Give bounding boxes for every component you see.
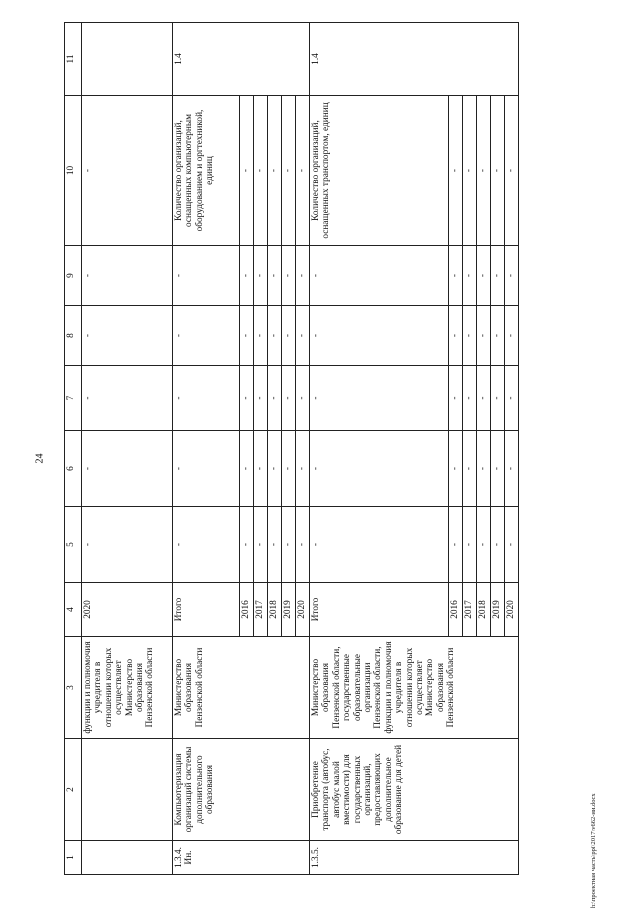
measure-id: 1.3.4. Ин.: [173, 841, 310, 875]
value-cell: -: [449, 246, 463, 306]
value-cell: -: [477, 431, 491, 507]
value-cell: -: [82, 431, 173, 507]
value-cell: -: [296, 306, 310, 366]
year-cell: 2020: [296, 583, 310, 637]
value-cell: -: [240, 431, 254, 507]
value-cell: -: [477, 366, 491, 431]
indicator-value-cell: -: [282, 96, 296, 246]
value-cell: -: [240, 507, 254, 583]
value-cell: -: [491, 246, 505, 306]
footer-file-path: h:\проектная часть\ppi\2017\v662-ии.docx: [590, 793, 597, 908]
value-cell: -: [282, 246, 296, 306]
col-header: 2: [65, 739, 82, 841]
total-label: Итого: [173, 583, 240, 637]
indicator-value-cell: -: [449, 96, 463, 246]
measure-total-row: [173, 23, 240, 875]
value-cell: -: [463, 246, 477, 306]
value-cell: -: [82, 366, 173, 431]
value-cell: -: [240, 366, 254, 431]
value-cell: -: [82, 507, 173, 583]
page-number: 24: [34, 453, 46, 464]
value-cell: -: [449, 507, 463, 583]
col-header: 3: [65, 637, 82, 739]
year-cell: 2018: [268, 583, 282, 637]
executor-cell: функции и полномочия учредителя в отношении которых осуществляет Министерство образования Пензенской области: [82, 637, 173, 739]
index-cell: 1.4: [173, 23, 310, 96]
indicator-value-cell: -: [296, 96, 310, 246]
value-cell: -: [449, 366, 463, 431]
value-cell: -: [296, 246, 310, 306]
year-cell: 2016: [449, 583, 463, 637]
value-cell: -: [463, 507, 477, 583]
value-cell: -: [449, 306, 463, 366]
indicator-cell: Количество организаций, оснащенных компьютерным оборудованием и оргтехникой, единиц: [173, 96, 240, 246]
value-cell: -: [310, 246, 449, 306]
value-cell: -: [268, 366, 282, 431]
value-cell: -: [296, 366, 310, 431]
col-header: 8: [65, 306, 82, 366]
year-cell: 2019: [491, 583, 505, 637]
indicator-value-cell: -: [463, 96, 477, 246]
value-cell: -: [505, 306, 519, 366]
year-cell: 2017: [463, 583, 477, 637]
total-label: Итого: [310, 583, 449, 637]
value-cell: -: [282, 306, 296, 366]
program-measures-table: [64, 22, 519, 875]
measure-executor: Министерство образования Пензенской области, государственные образовательные организации Пензенской области, функции и полномочия учредителя в отношении которых осуществляет Министерство образования Пензенской области: [310, 637, 519, 739]
value-cell: -: [491, 306, 505, 366]
measure-executor: Министерство образования Пензенской области: [173, 637, 310, 739]
value-cell: -: [282, 507, 296, 583]
header-row: [65, 23, 82, 875]
year-cell: 2016: [240, 583, 254, 637]
value-cell: -: [82, 246, 173, 306]
value-cell: -: [310, 431, 449, 507]
col-header: 1: [65, 841, 82, 875]
value-cell: -: [268, 431, 282, 507]
measure-name: Приобретение транспорта (автобус, автобус малой вместимости) для государственных организаций, предоставляющих дополнительное образование для детей: [310, 739, 519, 841]
col-header: 10: [65, 96, 82, 246]
rotated-table-page: [64, 23, 608, 875]
value-cell: -: [282, 366, 296, 431]
value-cell: -: [173, 431, 240, 507]
index-cell: 1.4: [310, 23, 519, 96]
value-cell: -: [173, 507, 240, 583]
value-cell: -: [254, 431, 268, 507]
indicator-value-cell: -: [268, 96, 282, 246]
col-header: 4: [65, 583, 82, 637]
value-cell: -: [268, 507, 282, 583]
indicator-cell: Количество организаций, оснащенных транспортом, единиц: [310, 96, 449, 246]
value-cell: -: [173, 246, 240, 306]
index-cell: [82, 23, 173, 96]
value-cell: -: [296, 507, 310, 583]
col-header: 5: [65, 507, 82, 583]
measure-id: 1.3.5.: [310, 841, 519, 875]
value-cell: -: [463, 366, 477, 431]
value-cell: -: [254, 306, 268, 366]
value-cell: -: [254, 366, 268, 431]
year-cell: 2020: [82, 583, 173, 637]
value-cell: -: [505, 246, 519, 306]
indicator-value-cell: -: [254, 96, 268, 246]
value-cell: -: [505, 366, 519, 431]
value-cell: -: [463, 431, 477, 507]
value-cell: -: [254, 246, 268, 306]
value-cell: -: [449, 431, 463, 507]
value-cell: -: [268, 246, 282, 306]
col-header: 9: [65, 246, 82, 306]
col-header: 7: [65, 366, 82, 431]
value-cell: -: [505, 507, 519, 583]
indicator-value-cell: -: [505, 96, 519, 246]
year-cell: 2019: [282, 583, 296, 637]
year-cell: 2020: [505, 583, 519, 637]
measure-name: Компьютеризация организаций системы дополнительного образования: [173, 739, 310, 841]
continuation-row: [82, 23, 173, 875]
value-cell: -: [463, 306, 477, 366]
value-cell: -: [282, 431, 296, 507]
value-cell: -: [310, 366, 449, 431]
year-cell: 2017: [254, 583, 268, 637]
col-header: 6: [65, 431, 82, 507]
col-header: 11: [65, 23, 82, 96]
value-cell: -: [477, 246, 491, 306]
value-cell: -: [173, 366, 240, 431]
value-cell: -: [173, 306, 240, 366]
value-cell: -: [491, 507, 505, 583]
value-cell: -: [310, 507, 449, 583]
value-cell: -: [491, 366, 505, 431]
year-cell: 2018: [477, 583, 491, 637]
value-cell: -: [505, 431, 519, 507]
value-cell: -: [240, 246, 254, 306]
value-cell: -: [82, 306, 173, 366]
value-cell: -: [477, 507, 491, 583]
indicator-value-cell: -: [477, 96, 491, 246]
value-cell: -: [477, 306, 491, 366]
indicator-value-cell: -: [240, 96, 254, 246]
value-cell: -: [310, 306, 449, 366]
value-cell: -: [491, 431, 505, 507]
measure-total-row: [310, 23, 449, 875]
value-cell: -: [268, 306, 282, 366]
indicator-value-cell: -: [82, 96, 173, 246]
value-cell: -: [240, 306, 254, 366]
value-cell: -: [254, 507, 268, 583]
value-cell: -: [296, 431, 310, 507]
indicator-value-cell: -: [491, 96, 505, 246]
